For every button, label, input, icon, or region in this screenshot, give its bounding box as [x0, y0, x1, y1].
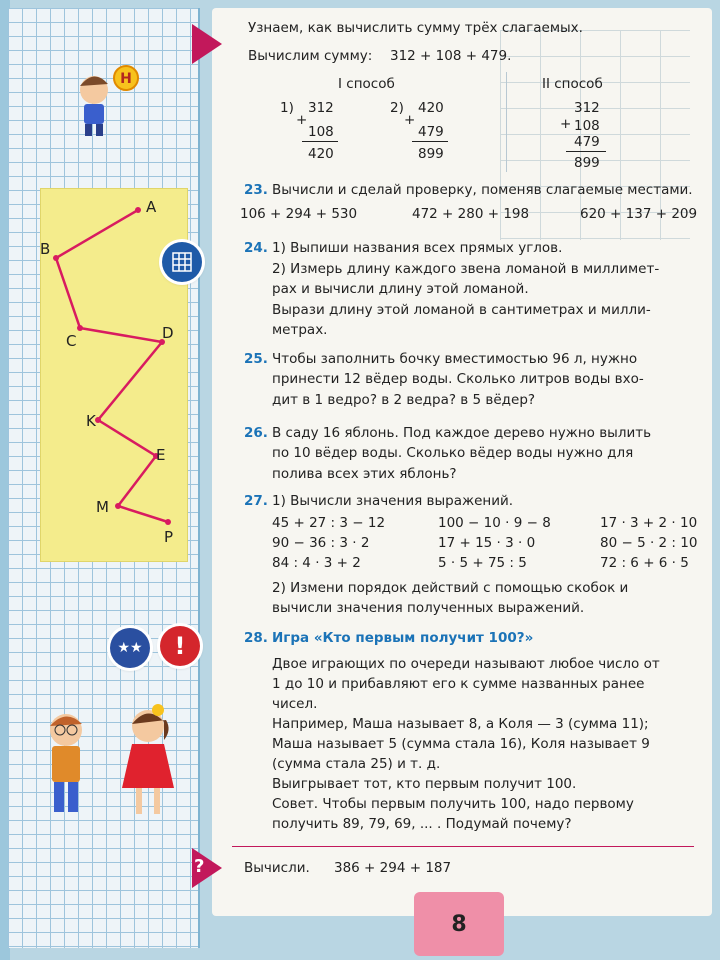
grid-paper-icon	[162, 242, 202, 282]
m1-a-top: 312	[308, 100, 334, 116]
stars-icon: ★★	[110, 628, 150, 668]
m2-bottom: 479	[574, 134, 600, 150]
page-number: 8	[414, 892, 504, 956]
task-23-text: Вычисли и сделай проверку, поменяв слагаемые местами.	[272, 182, 693, 198]
task-27-expr: 5 · 5 + 75 : 5	[438, 555, 527, 571]
m2-line	[566, 151, 606, 152]
task-24-line-2: 2) Измерь длину каждого звена ломаной в миллимет-	[272, 261, 660, 277]
m1-a-prefix: 1)	[280, 100, 294, 116]
task-27-number: 27.	[244, 493, 268, 509]
polyline-points	[53, 207, 171, 525]
task-28-number: 28.	[244, 630, 268, 646]
m2-result: 899	[574, 155, 600, 171]
task-27-expr: 17 + 15 · 3 · 0	[438, 535, 536, 551]
task-23-number: 23.	[244, 182, 268, 198]
bottom-task-label: Вычисли.	[244, 860, 310, 876]
bottom-divider	[232, 846, 694, 847]
method-1-label: I способ	[338, 76, 395, 92]
children-illustration	[36, 700, 196, 820]
task-28-line-1: Двое играющих по очереди называют любое число от	[272, 656, 660, 672]
bottom-task-expr: 386 + 294 + 187	[334, 860, 452, 876]
intro-compute-label: Вычислим сумму:	[248, 48, 373, 64]
m1-a-plus: +	[296, 112, 308, 128]
task-27-expr: 45 + 27 : 3 − 12	[272, 515, 386, 531]
m1-a-line	[302, 141, 338, 142]
point-label-b: B	[40, 240, 51, 258]
task-27-line-3: вычисли значения полученных выражений.	[272, 600, 585, 616]
task-27-expr: 72 : 6 + 6 · 5	[600, 555, 689, 571]
m1-b-top: 420	[418, 100, 444, 116]
task-25-line-3: дит в 1 ведро? в 2 ведра? в 5 вёдер?	[272, 392, 536, 408]
task-28-line-9: получить 89, 79, 69, ... . Подумай почему?	[272, 816, 572, 832]
task-27-expr: 84 : 4 · 3 + 2	[272, 555, 361, 571]
point-label-m: M	[96, 498, 109, 516]
task-26-line-2: по 10 вёдер воды. Сколько вёдер воды нужно для	[272, 445, 634, 461]
section-marker-icon	[192, 24, 222, 64]
task-27-line-2: 2) Измени порядок действий с помощью скобок и	[272, 580, 629, 596]
point-label-k: K	[86, 412, 96, 430]
m1-a-bottom: 108	[308, 124, 334, 140]
m1-a-result: 420	[308, 146, 334, 162]
task-28-line-7: Выигрывает тот, кто первым получит 100.	[272, 776, 577, 792]
task-25-number: 25.	[244, 351, 268, 367]
m2-plus: +	[560, 116, 572, 132]
m1-b-bottom: 479	[418, 124, 444, 140]
m2-mid: 108	[574, 118, 600, 134]
task-26-line-1: В саду 16 яблонь. Под каждое дерево нужно вылить	[272, 425, 652, 441]
m1-b-result: 899	[418, 146, 444, 162]
task-23-expr-1: 106 + 294 + 530	[240, 206, 358, 222]
polyline	[56, 210, 168, 522]
task-24-line-1: 1) Выпиши названия всех прямых углов.	[272, 240, 563, 256]
point-label-d: D	[162, 324, 174, 342]
task-25-line-2: принести 12 вёдер воды. Сколько литров воды вхо-	[272, 371, 644, 387]
task-24-line-3: рах и вычисли длину этой ломаной.	[272, 281, 529, 297]
task-23-expr-3: 620 + 137 + 209	[580, 206, 698, 222]
mascot-badge-letter: H	[120, 71, 132, 87]
m1-b-prefix: 2)	[390, 100, 404, 116]
task-28-title: Игра «Кто первым получит 100?»	[272, 630, 534, 646]
point-label-p: P	[164, 528, 174, 546]
m1-b-plus: +	[404, 112, 416, 128]
task-27-expr: 80 − 5 · 2 : 10	[600, 535, 698, 551]
task-28-line-6: (сумма стала 25) и т. д.	[272, 756, 441, 772]
task-27-line-1: 1) Вычисли значения выражений.	[272, 493, 514, 509]
point-label-e: E	[156, 446, 166, 464]
task-24-number: 24.	[244, 240, 268, 256]
task-28-line-8: Совет. Чтобы первым получить 100, надо первому	[272, 796, 634, 812]
task-27-expr: 90 − 36 : 3 · 2	[272, 535, 370, 551]
method-2-label: II способ	[542, 76, 603, 92]
task-28-line-2: 1 до 10 и прибавляют его к сумме названных ранее	[272, 676, 645, 692]
task-26-number: 26.	[244, 425, 268, 441]
exclamation-icon: !	[160, 626, 200, 666]
task-25-line-1: Чтобы заполнить бочку вместимостью 96 л, нужно	[272, 351, 638, 367]
intro-title: Узнаем, как вычислить сумму трёх слагаемых.	[248, 20, 583, 36]
m2-top: 312	[574, 100, 600, 116]
m1-b-line	[412, 141, 448, 142]
point-label-a: A	[146, 198, 157, 216]
task-28-line-3: чисел.	[272, 696, 318, 712]
task-27-expr: 100 − 10 · 9 − 8	[438, 515, 551, 531]
polyline-figure	[0, 0, 200, 560]
method-divider	[506, 72, 507, 172]
task-27-expr: 17 · 3 + 2 · 10	[600, 515, 698, 531]
task-28-line-4: Например, Маша называет 8, а Коля — 3 (сумма 11);	[272, 716, 649, 732]
question-mark-icon: ?	[194, 856, 205, 877]
point-label-c: C	[66, 332, 77, 350]
task-26-line-3: полива всех этих яблонь?	[272, 466, 457, 482]
task-28-line-5: Маша называет 5 (сумма стала 16), Коля называет 9	[272, 736, 650, 752]
task-24-line-5: метрах.	[272, 322, 328, 338]
task-24-line-4: Вырази длину этой ломаной в сантиметрах и милли-	[272, 302, 651, 318]
intro-compute-expr: 312 + 108 + 479.	[390, 48, 512, 64]
task-23-expr-2: 472 + 280 + 198	[412, 206, 530, 222]
